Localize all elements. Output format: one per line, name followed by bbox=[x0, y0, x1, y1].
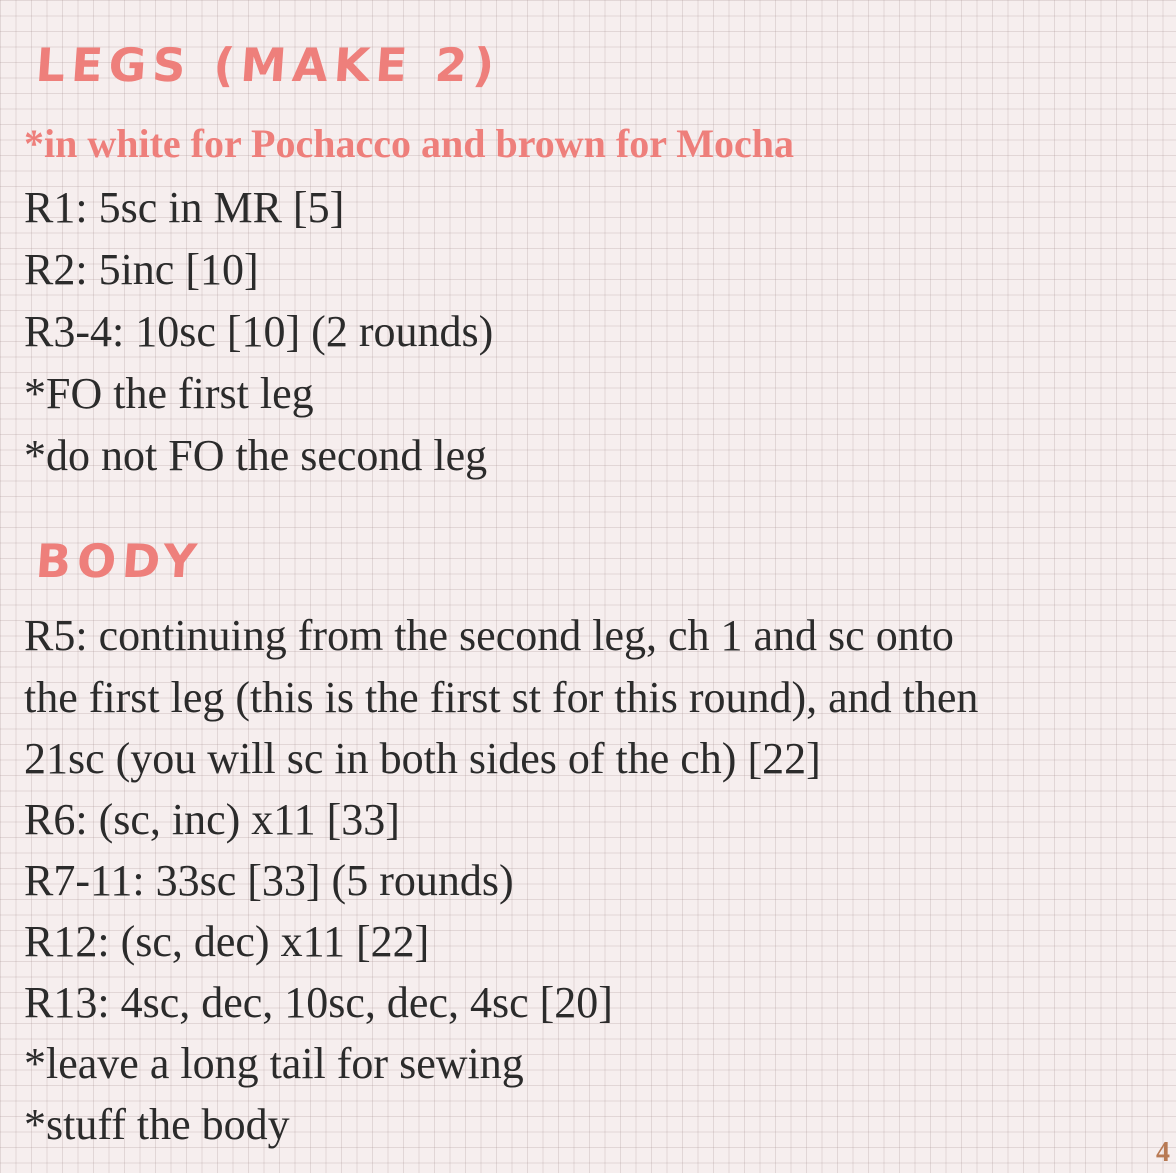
legs-round-1: R1: 5sc in MR [5] bbox=[24, 183, 345, 232]
body-round-5-line-1: R5: continuing from the second leg, ch 1 and sc onto bbox=[24, 611, 954, 660]
body-heading: BODY bbox=[34, 534, 205, 588]
body-note-tail: *leave a long tail for sewing bbox=[24, 1039, 524, 1088]
body-round-13: R13: 4sc, dec, 10sc, dec, 4sc [20] bbox=[24, 978, 613, 1027]
legs-round-3-4: R3-4: 10sc [10] (2 rounds) bbox=[24, 307, 494, 356]
body-round-7-11: R7-11: 33sc [33] (5 rounds) bbox=[24, 856, 514, 905]
legs-round-2: R2: 5inc [10] bbox=[24, 245, 259, 294]
page-number: 4 bbox=[1156, 1137, 1170, 1168]
body-round-5-line-3: 21sc (you will sc in both sides of the ch) [22] bbox=[24, 734, 821, 783]
body-note-stuff: *stuff the body bbox=[24, 1100, 290, 1149]
body-round-5-line-2: the first leg (this is the first st for this round), and then bbox=[24, 673, 979, 722]
legs-heading: LEGS (MAKE 2) bbox=[34, 38, 503, 92]
legs-note-fo-first: *FO the first leg bbox=[24, 369, 314, 418]
body-round-6: R6: (sc, inc) x11 [33] bbox=[24, 795, 400, 844]
body-round-12: R12: (sc, dec) x11 [22] bbox=[24, 917, 430, 966]
legs-color-note: *in white for Pochacco and brown for Mocha bbox=[24, 121, 794, 166]
legs-note-no-fo-second: *do not FO the second leg bbox=[24, 431, 488, 480]
